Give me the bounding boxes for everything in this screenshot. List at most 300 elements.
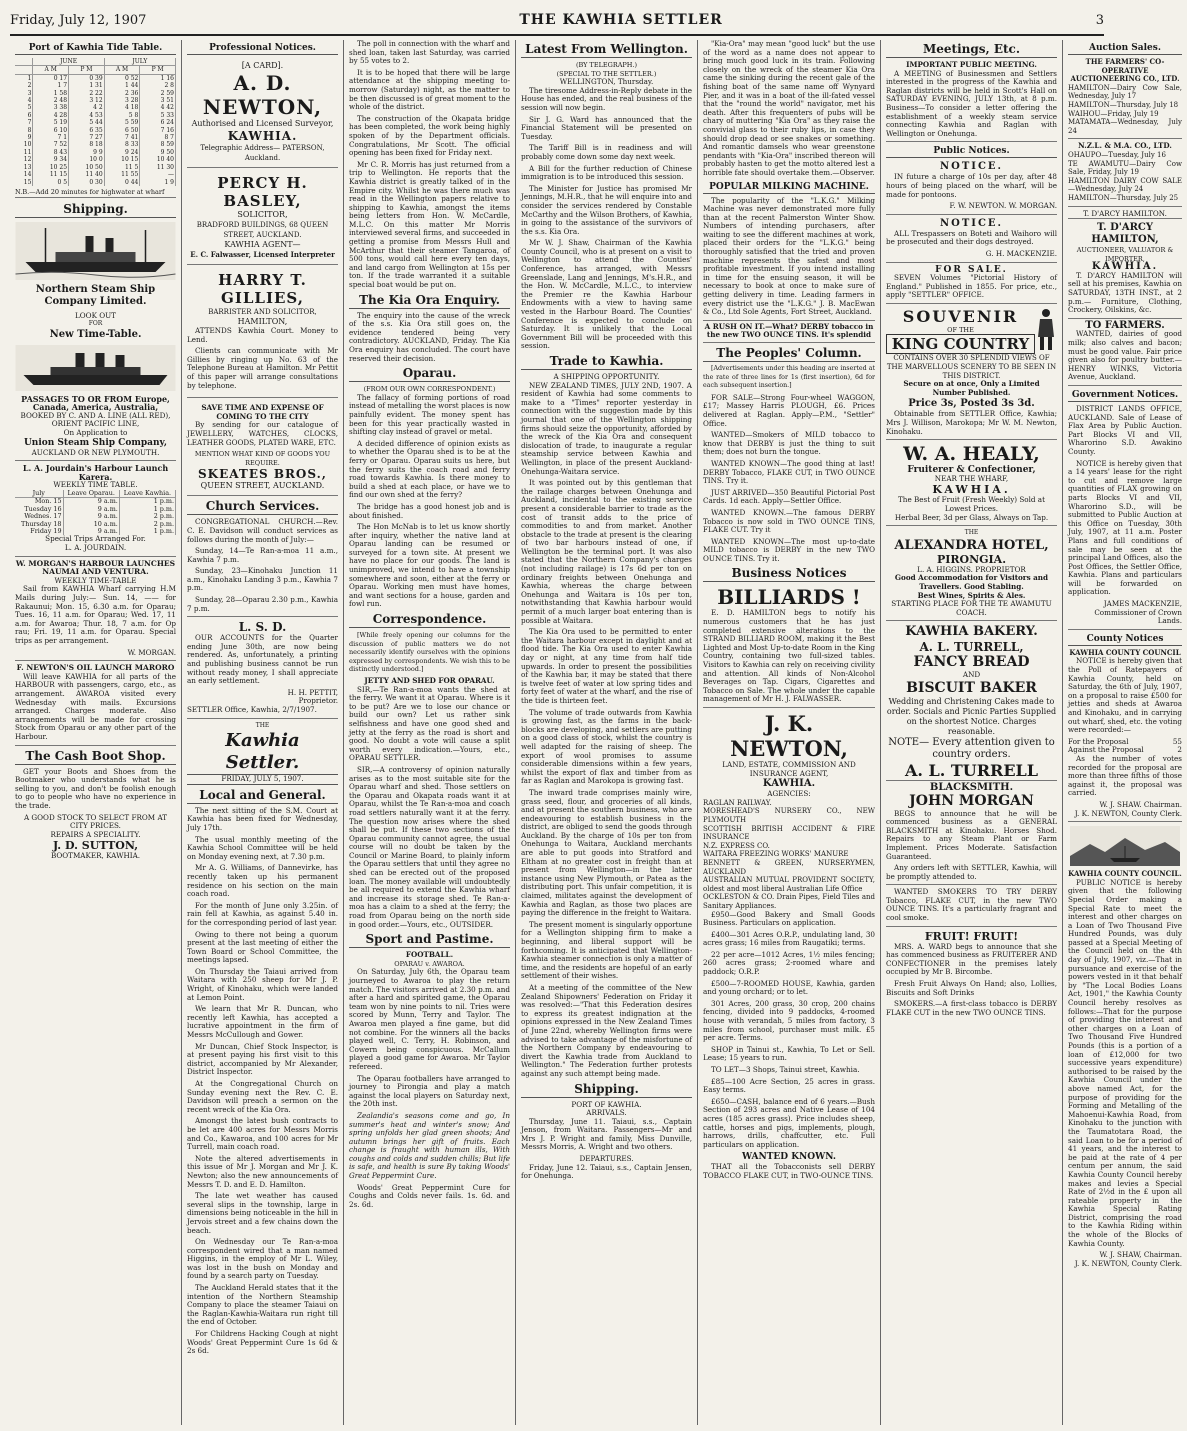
jourdain-weekly: WEEKLY TIME TABLE. bbox=[53, 480, 138, 490]
fruit-body: MRS. A. WARD begs to announce that she has commenced business as FRUITERER AND CONFECTIONER in the premises lately occupied by Mr B. Bircombe. bbox=[886, 941, 1057, 977]
jkn-agency: BENNETT & GREEN, NURSERYMEN, AUCKLAND bbox=[703, 858, 875, 876]
tide-row bbox=[15, 164, 176, 171]
tide-row bbox=[15, 156, 176, 163]
trade-paragraph: The present moment is singularly opportune for a Wellington shipping firm to make a beginning, and liberal support will be forthcoming. It is anticipated that Wellington-Kawhia steamer connection is only a matter of time, and the residents are hopeful of an early settlement of their wishes. bbox=[521, 919, 692, 981]
ship-port: PORT OF KAWHIA. bbox=[571, 1099, 642, 1109]
newton-place: KAWHIA. bbox=[227, 129, 298, 143]
tide-row bbox=[15, 134, 176, 141]
jkn-agency-list bbox=[703, 799, 875, 911]
ship-arrivals: ARRIVALS. bbox=[586, 1108, 627, 1118]
healy-name: W. A. HEALY, bbox=[903, 443, 1040, 466]
tide-row-cell: 10 0 bbox=[69, 156, 105, 163]
tide-row-cell: 9 50 bbox=[140, 149, 176, 156]
billiards-body: E. D. HAMILTON begs to notify his numerous customers that he has just completed extensive alterations to the STRAND BILLIARD ROOM, making it the Best Lighted and Most Up-to-date Room in the King Country, containing two full-sized tables. Visitors to Kawhia can rely on receiving civility and attention. All kinds of Non-Alcohol Beverages on Tap. Cigars, Cigarettes and Tobacco on Sale. The whole under the capable management of Mr H. J. FALWASSER. bbox=[703, 609, 875, 708]
local-paragraph: For the month of June only 3.25in. of rain fell at Kawhia, as against 5.40 in. for the corresponding period of last year. bbox=[187, 900, 338, 927]
alex-prop: L. A. HIGGINS. PROPRIETOR bbox=[917, 564, 1026, 574]
column-6 bbox=[881, 40, 1063, 1425]
column-2 bbox=[182, 40, 344, 1425]
morgan-signature: W. MORGAN. bbox=[15, 649, 176, 662]
passages: PASSAGES TO OR FROM Europe, Canada, America, Australia, bbox=[21, 393, 170, 413]
farmers-coop: THE FARMERS' CO-OPERATIVE AUCTIONEERING CO., LTD. bbox=[1070, 57, 1180, 84]
jetty-body: SIR,—Te Ran-a-moa wants the shed at the ferry. We want it at Oparau. Where is it to be put? Are we to lose our chance or build our own? Let us rather sink selfishness and have one good shed and jetty at the ferry as the road is short and good. No doubt a vote will cause a split worth every indication.—Yours, etc., OPARAU SETTLER. bbox=[349, 684, 510, 763]
tide-row-cell: 9 24 bbox=[104, 149, 140, 156]
football-title: FOOTBALL. bbox=[405, 950, 454, 960]
lsd-office: SETTLER Office, Kawhia, 2/7/1907. bbox=[187, 706, 338, 719]
special-trips: Special Trips Arranged For. bbox=[45, 534, 146, 544]
fruit-smokers: SMOKERS.—A first-class tobacco is DERBY FLAKE CUT in the new TWO OUNCE TINS. bbox=[886, 999, 1057, 1017]
jkn-property: SHOP in Tainui st., Kawhia, To Let or Sell. Lease; 15 years to run. bbox=[703, 1044, 875, 1063]
ship-departures: DEPARTURES. bbox=[579, 1154, 634, 1164]
skeates-name: SKEATES BROS., bbox=[198, 467, 327, 482]
wanted-known-title: WANTED KNOWN. bbox=[741, 1152, 837, 1163]
tide-row-cell: 8 43 bbox=[33, 149, 69, 156]
tide-row-cell: 0 52 bbox=[104, 74, 140, 82]
jkn-agency: N.Z. EXPRESS CO. bbox=[703, 841, 770, 850]
alex-wines: Best Wines, Spirits & Ales. bbox=[917, 590, 1026, 600]
local-paragraph: On Wednesday our Te Ran-a-moa correspondent wired that a man named Higgins, in the employ of Mr L. Wiley, was lost in the bush on Monday and found by a search party on Tuesday. bbox=[187, 1237, 338, 1281]
notice-2-body: ALL Trespassers on Boteti and Waihoro will be prosecuted and their dogs destroyed. bbox=[886, 228, 1057, 247]
nzl-sale: OHAUPO—Tuesday, July 16 bbox=[1068, 150, 1166, 159]
poll-paragraph: It is to be hoped that there will be large attendance at the shipping meeting to-morrow (Saturday) night, as the matter to be then discussed is of great moment to the whole of the district. bbox=[349, 67, 510, 112]
tide-row-cell: 5 8 bbox=[104, 112, 140, 119]
alex-place: PIRONGIA. bbox=[936, 552, 1007, 566]
basley-sub: SOLICITOR, bbox=[237, 210, 288, 219]
jetty-title: JETTY AND SHED FOR OPARAU. bbox=[364, 676, 495, 685]
jkn-property: £85—100 Acre Section, 25 acres in grass. Easy terms. bbox=[703, 1076, 875, 1095]
lsd-signature: H. H. PETTIT, bbox=[287, 687, 338, 697]
latest-paragraph: Sir J. G. Ward has announced that the Financial Statement will be presented on Tuesday. bbox=[521, 114, 692, 141]
tide-row-cell: 1 31 bbox=[69, 82, 105, 89]
peoples-item: WANTED KNOWN.—The famous DERBY Tobacco is now sold in TWO OUNCE TINS, FLAKE CUT. Try it bbox=[703, 507, 875, 535]
skeates-mention: MENTION WHAT KIND OF GOODS YOU REQUIRE. bbox=[194, 450, 331, 467]
tide-note: N.B.—Add 20 minutes for highwater at wharf bbox=[15, 188, 176, 198]
column-5 bbox=[698, 40, 881, 1425]
professional-title: Professional Notices. bbox=[187, 42, 338, 55]
alex-name: ALEXANDRA HOTEL, bbox=[894, 537, 1049, 553]
kcc-signature-2: J. K. NEWTON, County Clerk. bbox=[1068, 810, 1182, 823]
local-paragraph: On Thursday the Taiaui arrived from Waitara with 250 sheep for Mr J. P. Wright, of Kinohaku, which were landed at Lemon Point. bbox=[187, 966, 338, 1002]
kcc2-signature-2: J. K. NEWTON, County Clerk. bbox=[1074, 1258, 1182, 1268]
local-title: Local and General. bbox=[187, 788, 338, 804]
usc-sub: AUCKLAND OR NEW PLYMOUTH. bbox=[15, 449, 176, 462]
milking-title: POPULAR MILKING MACHINE. bbox=[703, 181, 875, 194]
latest-paragraph: The tiresome Address-in-Reply debate in the House has ended, and the real business of the session will now begin. bbox=[521, 85, 692, 112]
morgan-timetable-title: WEEKLY TIME-TABLE bbox=[54, 575, 137, 585]
poll-paragraph: Mr C. R. Morris has just returned from a trip to Wellington. He reports that the Kawhia district is greatly talked of in the Empire city. Whilst he was there much was read in the Wellington papers relative to shipping to Kawhia, amongst the items being letters from Hon. W. McCardle, M.L.C. On this matter Mr Morris interviewed several firms, and succeeded in getting a promise from Messrs Hull and McArthur that their steamer Tangaroa, of 500 tons, would call here every ten days, and land cargo from Wellington at 15s per ton. If the trade warranted it a suitable special boat would be put on. bbox=[349, 159, 510, 290]
turrell-name-2: A. L. TURRELL bbox=[886, 761, 1057, 781]
jkn-property: £500—7-ROOMED HOUSE, Kawhia, garden and young orchard; or to let. bbox=[703, 978, 875, 997]
tide-row-cell: 11 bbox=[15, 149, 33, 156]
morgan-orders: Any orders left with SETTLER, Kawhia, will be promptly attended to. bbox=[886, 864, 1057, 885]
editor-body: SIR,—A controversy of opinion naturally arises as to the most suitable site for the Oparau wharf and shed. Those settlers on the Oparau and Okapata roads want it at Oparau, whilst the Te Ran-a-moa and coach road settlers naturally want it at the ferry. The question now arises where the shed shall be put. If these two sections of the Oparau community cannot agree, the usual course will no doubt be taken by the Council or Marine Board, to plainly inform the Oparau settlers that until they agree no shed can be erected out of the proposed loan. The money available will undoubtedly be all required to extend the Kawhia wharf and increase its storage shed. Te Ran-a-moa has a claim to a shed at the ferry; the road from Oparau being on the north side in good order.—Yours, etc., OUTSIDER. bbox=[349, 764, 510, 929]
local-general-body bbox=[187, 807, 338, 1356]
football-end: The Oparau footballers have arranged to journey to Pirongia and play a match against the local players on Saturday next, the 20th inst. bbox=[349, 1073, 510, 1109]
oparau-title: Oparau. bbox=[349, 366, 510, 382]
jkn-agency: AUSTRALIAN MUTUAL PROVIDENT SOCIETY, oldest and most liberal Australian Life Office bbox=[703, 876, 875, 893]
usc-name: Union Steam Ship Company, bbox=[23, 437, 168, 448]
trade-body bbox=[521, 382, 692, 1079]
gillies-ad bbox=[187, 268, 338, 398]
to-farmers-title: TO FARMERS. bbox=[1085, 319, 1165, 331]
football-sub: OPARAU v. AWAROA. bbox=[394, 959, 465, 968]
column-1 bbox=[10, 40, 182, 1425]
darcy-name: T. D'ARCY HAMILTON, bbox=[1091, 222, 1159, 246]
smokers-ad: WANTED SMOKERS TO TRY DERBY Tobacco, FLAKE CUT, in the new TWO OUNCE TINS. It's a particularly fragrant and cool smoke. bbox=[886, 888, 1057, 926]
milking-body: The popularity of the "L.K.G." Milking Machine was never demonstrated more fully than at the recent Palmerston Winter Show. Numbers of intending purchasers, after waiting to see the different machines at work, placed their orders for the "L.K.G." being thoroughly satisfied that the tried and proven machine represents the safest and most profitable investment. If you intend installing in time for the ensuing season, it will be necessary to book at once to make sure of getting delivery in time. Leading farmers in every district use the "L.K.G." J. B. MacEwan & Co., Ltd Sole Agents, Fort Street, Auckland. bbox=[703, 195, 875, 317]
launch-row-cell: Friday 19 bbox=[15, 528, 63, 535]
tide-row-cell: 6 50 bbox=[104, 127, 140, 134]
local-paragraph: Owing to there not being a quorum present at the last meeting of either the Town Board or School Committee, the meetings lapsed. bbox=[187, 929, 338, 965]
jkn-agency: MORESHEAD'S NURSERY CO., NEW PLYMOUTH bbox=[703, 807, 875, 824]
launch-row-cell: 2 p.m. bbox=[119, 521, 175, 528]
tide-row-cell: 12 bbox=[15, 156, 33, 163]
healy-sub: Fruiterer & Confectioner, bbox=[907, 465, 1036, 476]
tt-col-kawhia: Leave Kawhia. bbox=[119, 490, 175, 498]
tide-row-cell: 2 59 bbox=[140, 90, 176, 97]
kia-ora-title: The Kia Ora Enquiry. bbox=[349, 293, 510, 309]
latest-paragraph: Mr W. J. Shaw, Chairman of the Kawhia County Council, who is at present on a visit to Wellington to attend the Counties' Conference, has arranged, with Messrs Greenslade, Lang and Jennings, M's.H.R., and the Hon. W. McCardle, M.L.C., to interview the Premier re the Kawhia Harbour Endowments with a view to having same vested in the Harbour Board. The Counties' Conference is expected to conclude on Saturday. It is unlikely that the Local Government Bill will be proceeded with this session. bbox=[521, 238, 692, 351]
gov-signature: JAMES MACKENZIE, Commissioner of Crown Lands. bbox=[1068, 600, 1182, 630]
tide-row-cell: 0 44 bbox=[104, 179, 140, 186]
trade-paragraph: NEW ZEALAND TIMES, JULY 2ND, 1907. A resident of Kawhia had some comments to make to a "Times" reporter yesterday in connection with the suggestion made by this journal that one of the Wellington shipping firms should seize the opportunity, afforded by the wreck of the Kia Ora and consequent dislocation of trade, to inaugurate a regular steamship service between Kawhia and Wellington, in place of the present Auckland-Onehunga-Waitara service. bbox=[521, 380, 692, 476]
tide-row-cell: 11 40 bbox=[69, 171, 105, 178]
jkn-agencies: AGENCIES: bbox=[767, 789, 811, 799]
gov-body: DISTRICT LANDS OFFICE, AUCKLAND. Sale of Lease of Flax Area by Public Auction. Part Blocks VI and VII, Wharorino S.D. Awakino County. bbox=[1068, 404, 1182, 456]
tide-row-cell: 2 8 bbox=[140, 82, 176, 89]
latest-special: (SPECIAL TO THE SETTLER.) bbox=[556, 69, 657, 78]
jourdain-signature: L. A. JOURDAIN. bbox=[15, 544, 176, 557]
nss-for: FOR bbox=[88, 320, 103, 328]
peoples-item: WANTED KNOWN—The most up-to-date MILD tobacco is DERBY in the new TWO OUNCE TINS. Try it. bbox=[703, 536, 875, 563]
jkn-sub: LAND, ESTATE, COMMISSION AND INSURANCE AGENT, bbox=[722, 760, 856, 778]
kcc2-title: KAWHIA COUNTY COUNCIL. bbox=[1068, 869, 1182, 879]
masthead-name: Kawhia Settler. bbox=[225, 730, 300, 774]
tide-row-cell: 0 39 bbox=[69, 74, 105, 82]
newton-sub: Authorised and Licensed Surveyor, bbox=[191, 119, 334, 128]
harbour-scene-icon bbox=[1068, 826, 1182, 866]
cash-boot-repairs: REPAIRS A SPECIALITY. bbox=[50, 829, 141, 839]
jkn-property: £400—301 Acres O.R.P., undulating land, 30 acres grass; 16 miles from Raugatiki; terms. bbox=[703, 929, 875, 948]
tide-row-cell: 7 41 bbox=[104, 134, 140, 141]
tide-row-cell: 3 28 bbox=[104, 97, 140, 104]
church-item: Sunday, 28—Oparau 2.30 p.m., Kawhia 7 p.m. bbox=[187, 596, 338, 617]
tide-row-cell: 10 15 bbox=[104, 156, 140, 163]
page-header bbox=[10, 6, 1104, 36]
jkn-properties bbox=[703, 911, 875, 1150]
shipping-title: Shipping. bbox=[15, 202, 176, 218]
launch-row-cell: 1 p.m. bbox=[119, 498, 175, 506]
notice-2-signature: G. H. MACKENZIE. bbox=[886, 250, 1057, 263]
notice-body: IN future a charge of 10s per day, after 48 hours of being placed on the wharf, will be made for pontoons. bbox=[886, 172, 1057, 199]
bakery-title: KAWHIA BAKERY. bbox=[905, 624, 1038, 640]
jkn-place: KAWHIA. bbox=[762, 778, 816, 790]
darcy-body: T. D'ARCY HAMILTON will sell at his premises, Kawhia on SATURDAY, 13TH INST., at 2 p.m.— Furniture, Clothing, Crockery, Oilskins, &c. bbox=[1068, 272, 1182, 319]
tide-row-cell: 2 48 bbox=[33, 97, 69, 104]
poll-body bbox=[349, 40, 510, 290]
tide-row bbox=[15, 141, 176, 148]
tide-row-cell: 9 bbox=[15, 134, 33, 141]
turrell-name: A. L. TURRELL, bbox=[919, 640, 1024, 655]
tide-row-cell: 1 9 bbox=[140, 179, 176, 186]
local-paragraph: The late wet weather has caused several slips in the township, large in dimensions being noticeable in the hill in Jervois street and a few chains down the beach. bbox=[187, 1191, 338, 1235]
local-paragraph: We learn that Mr R. Duncan, who recently left Kawhia, has accepted a lucrative appointment in the firm of Messrs McCullough and Gower. bbox=[187, 1004, 338, 1040]
tide-row-cell: 6 bbox=[15, 112, 33, 119]
local-paragraph: For Childrens Hacking Cough at night Woods' Great Peppermint Cure 1s 6d & 2s 6d. bbox=[187, 1329, 338, 1356]
local-paragraph: The usual monthly meeting of the Kawhia School Committee will be held on Monday evening next, at 7.30 p.m. bbox=[187, 834, 338, 861]
launch-rows bbox=[15, 498, 176, 536]
farmers-sale: HAMILTON—Dairy Cow Sale, Wednesday, July 17 bbox=[1068, 83, 1182, 101]
launch-row-cell: 9 a.m. bbox=[63, 513, 119, 520]
kcc-body: NOTICE is hereby given that the Poll of Ratepayers of Kawhia County, held on Saturday, the 6th of July, 1907, on a proposal to raise £500 for jetties and sheds at Awaroa and Kinohaku, and in carrying out wharf, shed, etc. the voting were recorded:— bbox=[1068, 656, 1182, 735]
tide-row-cell: 7 bbox=[15, 119, 33, 126]
kcc-against-count: 2 bbox=[1177, 745, 1182, 755]
rush-ad: A RUSH ON IT.—What? DERBY tobacco in the new TWO OUNCE TINS. It's splendid bbox=[703, 320, 875, 343]
tide-row-cell: 6 35 bbox=[69, 127, 105, 134]
tide-row-cell: 2 22 bbox=[69, 90, 105, 97]
tide-sub-am: A M bbox=[33, 66, 69, 74]
cash-boot-signature-2: BOOTMAKER, KAWHIA. bbox=[50, 851, 141, 861]
fancy-bread: FANCY BREAD bbox=[913, 654, 1030, 671]
souvenir-body: CONTAINS OVER 30 SPLENDID VIEWS OF THE MARVELLOUS SCENERY TO BE SEEN IN THIS DISTRICT. bbox=[886, 354, 1057, 380]
tide-row-cell: 5 19 bbox=[33, 119, 69, 126]
tide-row bbox=[15, 104, 176, 111]
tide-row-cell: 9 9 bbox=[69, 149, 105, 156]
launch-row-cell: Thursday 18 bbox=[15, 521, 63, 528]
tide-row-cell: 1 16 bbox=[140, 74, 176, 82]
peoples-items bbox=[703, 394, 875, 564]
kcc2-signature: W. J. SHAW, Chairman. bbox=[1099, 1250, 1182, 1260]
gillies-sub: BARRISTER AND SOLICITOR, bbox=[208, 308, 317, 316]
church-item: Sunday, 23—Kinohaku Junction 11 a.m., Kinohaku Landing 3 p.m., Kawhia 7 p.m. bbox=[187, 566, 338, 593]
trade-paragraph: It was pointed out by this gentleman that the railage charges between Onehunga and Auckland, incidental to the existing service present a considerable barrier to trade as the cost of transit adds to the price of commodities to and from market. Another obstacle to the trade at present is the clearing of two bar harbours instead of one, if Wellington be the terminal port. It was also stated that the Northern Company's charges (not including railage) is 17s 6d per ton on ordinary freights between Onehunga and Kawhia, whereas the charge between Onehunga and Waitara is 10s per ton, notwithstanding that Kawhia harbour would permit of a much larger boat entering than is possible at Waitara. bbox=[521, 478, 692, 625]
steamship-icon bbox=[15, 222, 176, 280]
alex-the: THE bbox=[964, 529, 979, 537]
basley-ad bbox=[187, 171, 338, 265]
local-paragraph: The next sitting of the S.M. Court at Kawhia has been fixed for Wednesday, July 17th. bbox=[187, 805, 338, 832]
biscuit-baker: BISCUIT BAKER bbox=[906, 679, 1037, 696]
nss-name: Northern Steam Ship Company Limited. bbox=[35, 283, 156, 307]
blacksmith-title: BLACKSMITH. bbox=[929, 781, 1014, 793]
header-page-number: 3 bbox=[1095, 12, 1104, 28]
meetings-title: Meetings, Etc. bbox=[886, 42, 1057, 58]
nzl-sale: TE AWAMUTU—Dairy Cow Sale, Friday, July 19 bbox=[1068, 159, 1182, 177]
launch-row-cell: 2 p.m. bbox=[119, 513, 175, 520]
notice-heading-2: NOTICE. bbox=[939, 217, 1004, 229]
newton-card: [A CARD]. bbox=[241, 61, 284, 70]
tide-row-cell: 0 30 bbox=[69, 179, 105, 186]
basley-name: PERCY H. BASLEY, bbox=[217, 174, 308, 210]
tt-col-oparau: Leave Oparau. bbox=[63, 490, 119, 498]
launch-row-cell: 9 a.m. bbox=[63, 528, 119, 535]
masthead-date: FRIDAY, JULY 5, 1907. bbox=[187, 774, 338, 785]
tide-row-cell: 0 17 bbox=[33, 74, 69, 82]
tide-row-cell: 6 24 bbox=[140, 119, 176, 126]
tide-sub-pm: P M bbox=[69, 66, 105, 74]
for-sale-title: FOR SALE. bbox=[935, 264, 1008, 275]
tide-header-july: JULY bbox=[104, 58, 175, 66]
alex-coach: STARTING PLACE FOR THE TE AWAMUTU COACH. bbox=[886, 600, 1057, 621]
nss-lookout: LOOK OUT bbox=[75, 310, 116, 320]
gillies-body-2: Clients can communicate with Mr Gillies by ringing up No. 63 of the Telephone Bureau at Hamilton. Mr Pettit of this paper will arrange consultations by telephone. bbox=[187, 346, 338, 390]
tide-row-cell: 5 44 bbox=[69, 119, 105, 126]
columns bbox=[10, 39, 1182, 1425]
trade-paragraph: The Kia Ora used to be permitted to enter the Waitara harbour except in daylight and at flood tide. The Kia Ora used to enter Kawhia day or night, at any time from half tide upwards. In order to present the possibilities of the Kawhia bar, it may be stated that there is twelve feet of water at low spring tides and forty feet of water at the wharf, and the rise of the tide is thirteen feet. bbox=[521, 627, 692, 705]
trade-sub: A SHIPPING OPPORTUNITY. bbox=[553, 372, 660, 381]
kcc-for-label: For the Proposal bbox=[1068, 736, 1129, 746]
tide-row-cell: 8 7 bbox=[140, 134, 176, 141]
tide-row-cell: 14 bbox=[15, 171, 33, 178]
morgan-launches-body: Sail from KAWHIA Wharf carrying H.M Mails during July:— Sun. 14, —— for Rakaunui; Mon. 15, 6.30 a.m. for Oparau; Tues. 16, 11 a.m. for Oparau; Wed. 17, 11 a.m. for Awaroa; Thur. 18, 7 a.m. for Op rau; Fri. 19, 11 a.m. for Oparau. Special trips as per arrangement. bbox=[15, 584, 176, 645]
morgan-body: BEGS to announce that he will be commenced business as a GENERAL BLACKSMITH at Kinohaku. Horses Shod. Repairs to any Steam Plant or Farm Implement. Prices Moderate. Satisfaction Guaranteed. bbox=[886, 808, 1057, 861]
jkn-name: J. K. NEWTON, bbox=[730, 711, 848, 761]
fruit-fresh: Fresh Fruit Always On Hand; also, Lollies, Biscuits and Soft Drinks bbox=[886, 979, 1057, 997]
peoples-item: WANTED—Smokers of MILD tobacco to know that DERBY is just the thing to suit them; does not burn the tongue. bbox=[703, 430, 875, 457]
notice-heading: NOTICE. bbox=[939, 161, 1004, 173]
newton-tel: Telegraphic Address— PATERSON, Auckland. bbox=[200, 144, 325, 162]
kia-ora-body: The enquiry into the cause of the wreck of the s.s. Kia Ora still goes on, the evidence tendered being very contradictory. AUCKLAND, Friday. The Kia Ora enquiry has concluded. The court have reserved their decision. bbox=[349, 310, 510, 363]
tide-row-cell: — bbox=[140, 171, 176, 178]
tide-row-cell: 7 52 bbox=[33, 141, 69, 148]
booked: BOOKED BY C. AND A. LINE (ALL RED), ORIENT PACIFIC LINE, bbox=[20, 410, 171, 429]
jkn-property: £950—Good Bakery and Small Goods Business. Particulars on application. bbox=[703, 909, 875, 928]
tide-rows bbox=[15, 74, 176, 186]
tide-sub-am: A M bbox=[104, 66, 140, 74]
church-body: CONGREGATIONAL CHURCH.—Rev. C. E. Davidson will conduct services as follows during the month of July:— bbox=[187, 517, 338, 544]
peoples-item: WANTED KNOWN—The good thing at last! DERBY Tobacco, FLAKE CUT, in TWO OUNCE TINS. Try it. bbox=[703, 458, 875, 486]
tide-row-cell: 0 5 bbox=[33, 179, 69, 186]
morgan-name: JOHN MORGAN bbox=[909, 792, 1034, 809]
oparau-paragraph: The fallacy of forming portions of road instead of metalling the worst places is now painfully evident. The money spent has been for this year practically wasted in shifting clay instead of gravel or metal. bbox=[349, 392, 510, 437]
local-paragraph: At the Congregational Church on Sunday evening next the Rev. C. E. Davidson will preach a sermon on the recent wreck of the Kia Ora. bbox=[187, 1079, 338, 1114]
correspondence-note: [While freely opening our columns for the discussion of public matters we do not necessarily identify ourselves with the opinions expressed by correspondents. We wish this to be distinctly understood.] bbox=[349, 631, 510, 674]
tide-row-cell: 1 bbox=[15, 74, 33, 82]
tide-row-cell: 4 18 bbox=[104, 104, 140, 111]
latest-paragraph: A Bill for the further reduction of Chinese immigration is to be introduced this session. bbox=[521, 163, 692, 182]
cash-boot-signature: J. D. SUTTON, bbox=[52, 839, 139, 853]
tide-row-cell: 3 bbox=[15, 90, 33, 97]
trade-paragraph: The volume of trade outwards from Kawhia is growing fast, as the farms in the back-blocks are developing, and settlers are putting on a good class of stock, whilst the country is well adapted for the raising of sheep. The export of wool promises to assume considerable dimensions within a few years, whilst the export of flax and timber from as far as Raglan and Marokopa is growing fast. bbox=[521, 707, 692, 786]
lsd-title: L. S. D. bbox=[238, 620, 287, 635]
peoples-note: [Advertisements under this heading are inserted at the rate of three lines for 1s (first insertion), 6d for each subsequent insertion.] bbox=[703, 365, 875, 390]
tide-row-cell: 3 38 bbox=[33, 104, 69, 111]
jkn-property: 301 Acres, 200 grass, 30 crop, 200 chains fencing, divided into 9 paddocks, 4-roomed house with verandah, 5 miles from factory, 3 miles from school, purchaser must milk. £5 per acre. Terms. bbox=[703, 998, 875, 1043]
tide-row-cell: 5 33 bbox=[140, 112, 176, 119]
local-paragraph: Note the altered advertisements in this issue of Mr J. Morgan and Mr J. K. Newton; also the new announcements of Messrs T. D. and E. D. Hamilton. bbox=[187, 1153, 338, 1189]
ship-departures-body: Friday, June 12. Taiaui, s.s., Captain Jensen, for Onehunga. bbox=[521, 1162, 692, 1181]
kcc-title: KAWHIA COUNTY COUNCIL bbox=[1069, 647, 1181, 657]
healy-body: The Best of Fruit (Fresh Weekly) Sold at Lowest Prices. bbox=[898, 495, 1045, 513]
liner-image bbox=[15, 345, 176, 391]
poll-paragraph: The poll in connection with the wharf and shed loan, taken last Saturday, was carried by 55 votes to 2. bbox=[349, 39, 510, 66]
skeates-address: QUEEN STREET, AUCKLAND. bbox=[200, 481, 325, 491]
football-body: On Saturday, July 6th, the Oparau team journeyed to Awaroa to play the return match. The visitors arrived at 2.30 p.m. and after a hard and spirited game, the Oparau team won by nine points to nil. Tries were scored by Munn, Terry and Taylor. The Awaroa men played a fine game, but did not combine. For the winners all the backs played well, C. Terry, H. Robinson, and Cowern being conspicuous. McCallum played a good game for Awaroa. Mr Taylor refereed. bbox=[349, 967, 510, 1071]
tide-row-cell: 4 53 bbox=[69, 112, 105, 119]
tide-row-cell: 8 18 bbox=[69, 141, 105, 148]
cash-boot-title: The Cash Boot Shop. bbox=[15, 749, 176, 765]
tide-row-cell: 6 10 bbox=[33, 127, 69, 134]
turrell-note: NOTE— Every attention given to country orders. bbox=[888, 736, 1055, 760]
poll-paragraph: The construction of the Okapata bridge has been completed, the work being highly spoken of by the Department officials. Congratulations, Mr Scott. The official opening has been fixed for Friday next. bbox=[349, 113, 510, 158]
healy-near: NEAR THE WHARF, bbox=[934, 473, 1009, 483]
cash-boot-body: GET your Boots and Shoes from the Bootmaker who understands what he is selling to you, and don't be foolish enough to go to people who have no experience in the trade. bbox=[15, 766, 176, 810]
tide-row-cell: 11 55 bbox=[104, 171, 140, 178]
latest-sub: (BY TELEGRAPH.) bbox=[575, 61, 638, 69]
kcc-against-label: Against the Proposal bbox=[1068, 745, 1144, 755]
kcc2-body: PUBLIC NOTICE is hereby given that the following Special Order making a Special Rate to meet the interest and other charges on a Loan of Two Thousand Five Hundred Pounds, was duly passed at a Special Meeting of the Council held on the 4th day of July, 1907, viz.—That in pursuance and exercise of the powers vested in it that behalf by "The Local Bodies Loans Act, 1901," the Kawhia County Council hereby resolves as follows:—That for the purpose of providing the interest and other charges on a Loan of Two Thousand Five Hundred Pounds (this is a portion of a loan of £12,000 for two successive years expenditure) authorised to be raised by the Kawhia Council under the above named Act, for the purpose of providing for the Forming and Metalling of the Mahoenui-Kawhia Road, from Kinohaku to the junction with the Taumatotara Road, the said Loan to be for a period of 41 years, and the interest to be paid at the rate of 4 per centum per annum, the said Kawhia County Council hereby makes and levies a Special Rate of 2½d in the £ upon all rateable property in the Kawhia Special Rating District, comprising the road to the Kawhia Riding within the whole of the Blocks of Kawhia County. bbox=[1068, 877, 1182, 1248]
masthead-the: THE bbox=[255, 721, 270, 729]
latest-paragraph: The Tariff Bill is in readiness and will probably come down some day next week. bbox=[521, 143, 692, 161]
tide-row bbox=[15, 119, 176, 126]
farmers-sale: WAIHOU—Friday, July 19 bbox=[1068, 109, 1159, 118]
jkn-property: 22 per acre—1012 Acres, 1½ miles fencing; 260 acres grass; 2-roomed whare and paddock; O.R.P. bbox=[703, 949, 875, 977]
tide-row-cell: 2 bbox=[15, 82, 33, 89]
tide-row-cell: 10 40 bbox=[140, 156, 176, 163]
tide-row-cell: 5 bbox=[15, 104, 33, 111]
county-title: County Notices bbox=[1068, 633, 1182, 646]
oparau-paragraph: The Hon McNab is to let us know shortly after inquiry, whether the native land at Oparau landing can be resumed or surveyed for a town site. At present we have no place for our goods. The land is unimproved, we intend to have a township somewhere and soon, either at the ferry or Oparau. Working men must have homes, and want sections for a house, garden and fowl run. bbox=[349, 522, 510, 609]
meetings-sub: IMPORTANT PUBLIC MEETING. bbox=[906, 60, 1037, 69]
local-paragraph: Mr A. G. Williams, of Dannevirke, has recently taken up his permanent residence on his section on the main coach road. bbox=[187, 863, 338, 899]
local-paragraph: The Auckland Herald states that it the intention of the Northern Steamship Company to place the steamer Taiaui on the Raglan-Kawhia-Waitara run right till the end of October. bbox=[187, 1283, 338, 1327]
peoples-item: JUST ARRIVED—350 Beautiful Pictorial Post Cards. 1d each. Apply—Settler Office. bbox=[703, 487, 875, 506]
tide-row-cell: 4 bbox=[15, 97, 33, 104]
column-4 bbox=[516, 40, 698, 1425]
tide-row bbox=[15, 149, 176, 156]
lsd-body: OUR ACCOUNTS for the Quarter ending June 30th, are now being rendered. As, unfortunately, a printing and publishing business cannot be run without ready money, I shall appreciate an early settlement. bbox=[187, 633, 338, 686]
healy-beer: Herbal Beer, 3d per Glass, Always on Tap. bbox=[886, 514, 1057, 527]
county-seal-image bbox=[1068, 826, 1182, 866]
tide-row-cell: 8 59 bbox=[140, 141, 176, 148]
notice-signature: F. W. NEWTON. W. MORGAN. bbox=[886, 202, 1057, 215]
souvenir-obtain: Obtainable from SETTLER Office, Kawhia; Mrs J. Willison, Marokopa; Mr W. M. Newton, Kinohaku. bbox=[886, 410, 1057, 440]
tide-row-cell: 13 bbox=[15, 164, 33, 171]
local-paragraph: Mr Duncan, Chief Stock Inspector, is at present paying his first visit to this district, accompanied by Mr Alexander, District Inspector. bbox=[187, 1041, 338, 1077]
basley-agent-2: E. C. Falwasser, Licensed Interpreter bbox=[190, 250, 335, 259]
tide-row-cell: 4 2 bbox=[69, 104, 105, 111]
church-item: Sunday, 14—Te Ran-a-moa 11 a.m., Kawhia 7 p.m. bbox=[187, 546, 338, 564]
tide-row bbox=[15, 179, 176, 186]
trade-title: Trade to Kawhia. bbox=[521, 354, 692, 370]
trade-paragraph: At a meeting of the committee of the New Zealand Shipowners' Federation on Friday it was resolved:—"That this Federation desires to express its greatest indignation at the opinions expressed in the New Zealand Times of June 22nd, whereby Wellington firms were advised to take advantage of the misfortune of the Northern Company by endeavouring to divert the Kawhia trade from Auckland to Wellington." The Federation further protests against any such attempt being made. bbox=[521, 982, 692, 1078]
header-title: THE KAWHIA SETTLER bbox=[519, 12, 723, 28]
gov-title: Government Notices. bbox=[1068, 389, 1182, 402]
biscuit-body: Wedding and Christening Cakes made to order. Socials and Picnic Parties Supplied on the shortest Notice. Charges reasonable. bbox=[886, 696, 1057, 736]
trade-paragraph: The inward trade comprises mainly wire, grass seed, flour, and groceries of all kinds, and at present the southern business, who are endeavouring to establish business in the district, are obliged to send the goods through Auckland. By the charge of 10s per ton from Onehunga to Waitara, Auckland merchants are able to put goods into Stratford and Eltham at no greater cost in freight than at present from Wellington—in the latter instance using New Plymouth, or Patea as the distributing port. This unfair competition, it is claimed, militates against the development of Kawhia and Raglan, as those two places are paying the difference in the freight to Waitara. bbox=[521, 787, 692, 918]
fancy-and: AND bbox=[962, 670, 981, 680]
jkn-agency: RAGLAN RAILWAY. bbox=[703, 798, 772, 807]
fruit-title: FRUIT! FRUIT! bbox=[924, 929, 1019, 943]
meetings-body: A MEETING of Businessmen and Settlers interested in the progress of the Kawhia and Raglan districts will be held in Scott's Hall on SATURDAY EVENING, JULY 13th, at 8 p.m. Business—To consider a letter offering the establishment of a weekly steam service connecting Kawhia and Raglan with Wellington or Onehunga. bbox=[886, 70, 1057, 143]
souvenir-title: SOUVENIR bbox=[902, 306, 1019, 326]
tide-row-cell: 11 30 bbox=[140, 164, 176, 171]
newton-ad bbox=[187, 58, 338, 168]
billiards-title: BILLIARDS ! bbox=[717, 585, 861, 610]
souvenir-price: Price 3s, Posted 3s 3d. bbox=[908, 398, 1035, 410]
kcc-signature: W. J. SHAW. Chairman. bbox=[1099, 799, 1182, 809]
tide-row bbox=[15, 90, 176, 97]
for-sale-body: SEVEN Volumes "Pictorial History of England." Published in 1855. For price, etc., apply "SETTLER" OFFICE. bbox=[886, 274, 1057, 304]
kia-ora-luck-body: "Kia-Ora" may mean "good luck" but the use of the word as a name does not appear to bring much good luck in its train. Following closely on the wreck of the steamer Kia Ora came the sinking during the recent gale of the fishing boat of the same name off Wynyard Pier, and it was in a boat of the ill-fated vessel that the "round the world" navigator, met his death. After this frequenters of pubs will be chary of muttering "Kia Ora" as they raise the convivial glass to their ruby lips, in case they should drop dead or see snakes or something. And romantic damsels who wear greenstone pendants with "Kia-Ora" inscribed thereon will probably hasten to get the motto altered lest a horrible fate should overtake them.—Observer. bbox=[703, 39, 875, 177]
tide-row-cell: 2 36 bbox=[104, 90, 140, 97]
latest-dateline: WELLINGTON, Thursday. bbox=[559, 77, 654, 87]
tt-col-day: July bbox=[15, 490, 63, 498]
launch-row-cell: Wednes. 17 bbox=[15, 513, 63, 520]
gov-body-2: NOTICE is hereby given that a 14 years' lease for the right to cut and remove large quantities of FLAX growing on parts Blocks VI and VII, Wharorino S.D., will be submitted to Public Auction at this Office on Tuesday, 30th July, 1907, at 11 a.m. Poster Plans and full conditions of sale may be seen at the principal Land Offices, also the Post Offices, the Settler Office, Kawhia. Plans and particulars will be forwarded on application. bbox=[1068, 458, 1182, 597]
launch-row-cell: 10 a.m. bbox=[63, 521, 119, 528]
tide-table-title: Port of Kawhia Tide Table. bbox=[15, 42, 176, 55]
tide-row-cell: 7 16 bbox=[140, 127, 176, 134]
cash-boot-stock: A GOOD STOCK TO SELECT FROM AT CITY PRICES. bbox=[23, 812, 168, 831]
